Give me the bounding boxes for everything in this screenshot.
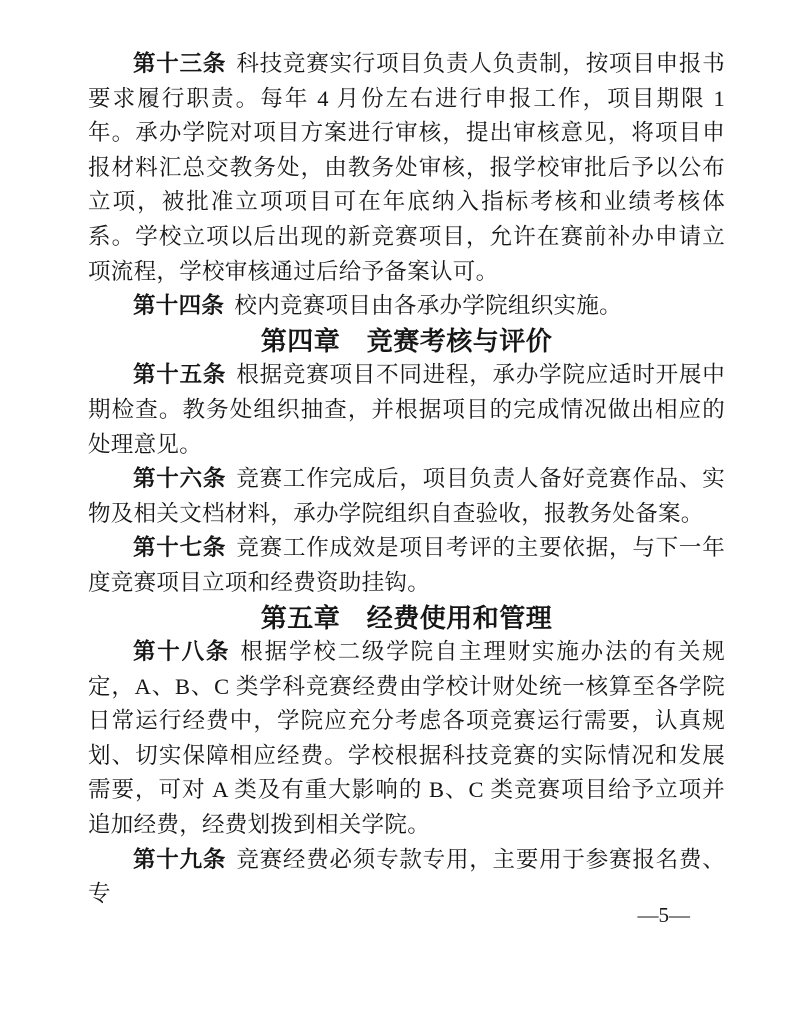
article-15-label: 第十五条 (133, 362, 227, 388)
article-14-label: 第十四条 (133, 293, 225, 319)
article-17-label: 第十七条 (133, 535, 227, 561)
document-content (88, 47, 725, 912)
article-13-label: 第十三条 (133, 51, 227, 76)
article-16-paragraph (88, 462, 725, 531)
article-13-text: 科技竞赛实行项目负责人负责制，按项目申报书要求履行职责。每年 4 月份左右进行申报工作，项目期限 1 年。承办学院对项目方案进行审核，提出审核意见，将项目申报材料汇总交教务处，由教务处审核，报学校审批后予以公布立项，被批准立项项目可在年底纳入指标考核和业绩考核体系。学校立项以后出现的新竞赛项目，允许在赛前补办申请立项流程，学校审核通过后给予备案认可。 (88, 51, 725, 284)
article-19-paragraph (88, 843, 725, 912)
article-17-text: 竞赛工作成效是项目考评的主要依据，与下一年度竞赛项目立项和经费资助挂钩。 (88, 535, 725, 595)
article-15-text: 根据竞赛项目不同进程，承办学院应适时开展中期检查。教务处组织抽查，并根据项目的完成情况做出相应的处理意见。 (88, 362, 725, 457)
article-14-paragraph (88, 289, 725, 324)
page-number: —5— (637, 903, 690, 927)
article-19-label: 第十九条 (133, 846, 227, 872)
article-19-text: 竞赛经费必须专款专用，主要用于参赛报名费、专 (88, 846, 725, 907)
article-18-text: 根据学校二级学院自主理财实施办法的有关规定，A、B、C 类学科竞赛经费由学校计财处统一核算至各学院日常运行经费中，学院应充分考虑各项竞赛运行需要，认真规划、切实保障相应经费。学校根据科技竞赛的实际情况和发展需要，可对 A 类及有重大影响的 B、C 类竞赛项目给予立项并追加经费，经费划拨到相关学院。 (88, 639, 725, 838)
article-18-paragraph (88, 635, 725, 843)
article-18-label: 第十八条 (133, 639, 231, 665)
article-16-text: 竞赛工作完成后，项目负责人备好竞赛作品、实物及相关文档材料，承办学院组织自查验收，报教务处备案。 (88, 466, 725, 526)
article-14-text: 校内竞赛项目由各承办学院组织实施。 (234, 293, 622, 319)
article-17-paragraph (88, 531, 725, 600)
chapter-4-heading: 第四章 竞赛考核与评价 (260, 325, 553, 356)
article-15-paragraph (88, 358, 725, 462)
chapter-5-heading: 第五章 经费使用和管理 (260, 602, 553, 633)
article-13-paragraph (88, 47, 725, 289)
article-16-label: 第十六条 (133, 466, 227, 492)
